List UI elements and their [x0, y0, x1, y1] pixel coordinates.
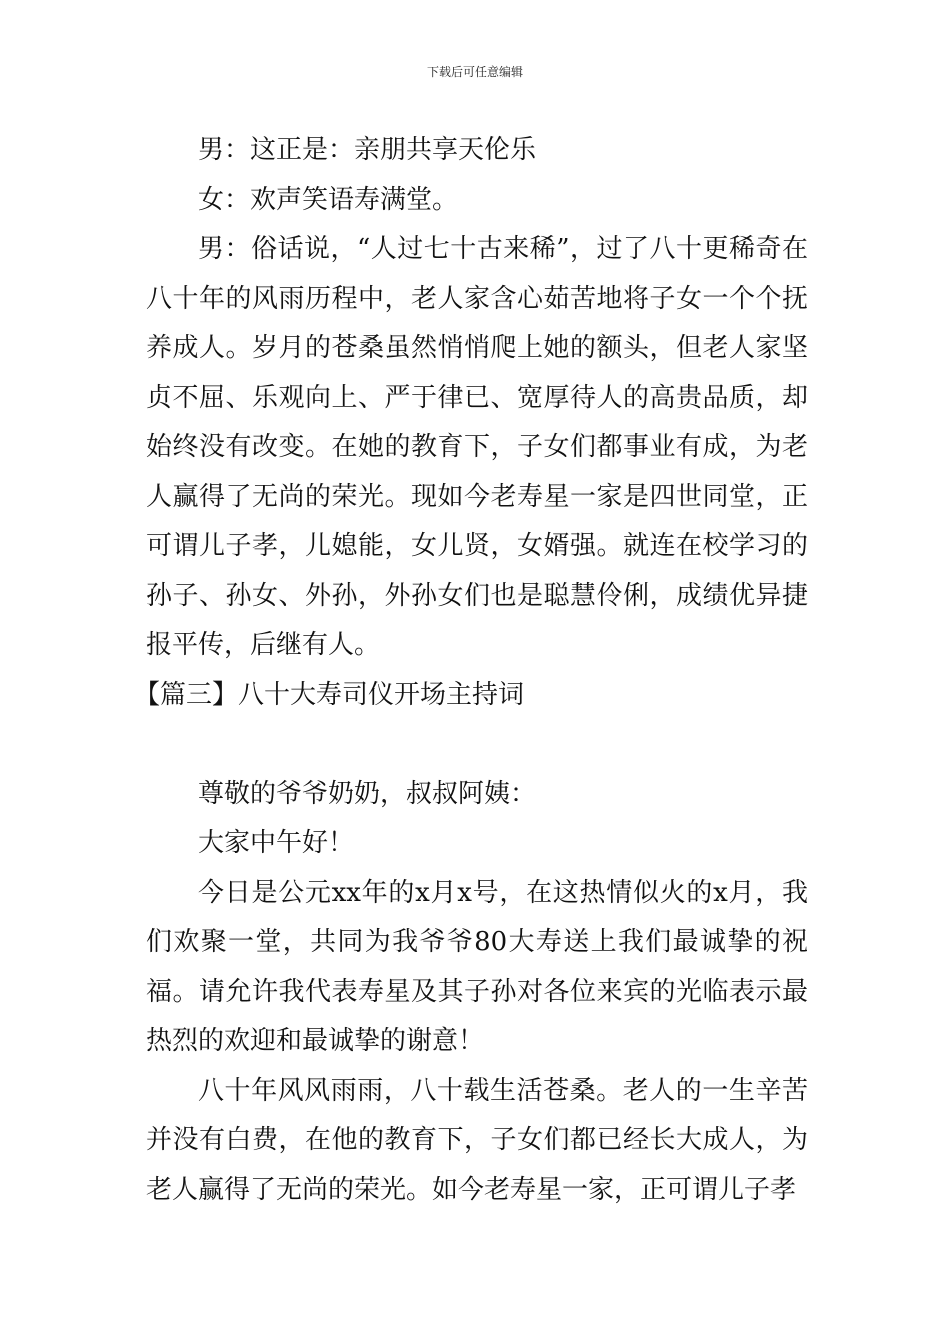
- dialogue-line-male-1: 男：这正是：亲朋共享天伦乐: [198, 135, 537, 165]
- document-body: [134, 126, 808, 1215]
- greeting-line: 尊敬的爷爷奶奶，叔叔阿姨：: [198, 778, 537, 809]
- section-title: 【篇三】八十大寿司仪开场主持词: [134, 679, 525, 710]
- tribute-paragraph: 八十年风风雨雨，八十载生活苍桑。老人的一生辛苦并没有白费，在他的教育下，子女们都已经长大成人，为老人赢得了无尚的荣光。如今老寿星一家，正可谓儿子孝: [146, 1075, 808, 1205]
- page-header: 下载后可任意编辑: [426, 65, 523, 79]
- dialogue-line-female-1: 女：欢声笑语寿满堂。: [198, 184, 459, 215]
- dialogue-paragraph-male-2: 男：俗话说，“人过七十古来稀”，过了八十更稀奇在八十年的风雨历程中，老人家含心茹苦地将子女一个个抚养成人。岁月的苍桑虽然悄悄爬上她的额头，但老人家坚贞不屈、乐观向上、严于律已、宽厚待人的高贵品质，却始终没有改变。在她的教育下，子女们都事业有成，为老人赢得了无尚的荣光。现如今老寿星一家是四世同堂，正可谓儿子孝，儿媳能，女儿贤，女婿强。就连在校学习的孙子、孙女、外孙，外孙女们也是聪慧伶俐，成绩优异捷报平传，后继有人。: [146, 234, 808, 660]
- blank-line: [146, 720, 808, 770]
- greeting-noon: 大家中午好！: [198, 828, 355, 858]
- opening-paragraph: 今日是公元xx年的x月x号，在这热情似火的x月，我们欢聚一堂，共同为我爷爷80大寿送上我们最诚挚的祝福。请允许我代表寿星及其子孙对各位来宾的光临表示最热烈的欢迎和最诚挚的谢意！: [146, 877, 808, 1056]
